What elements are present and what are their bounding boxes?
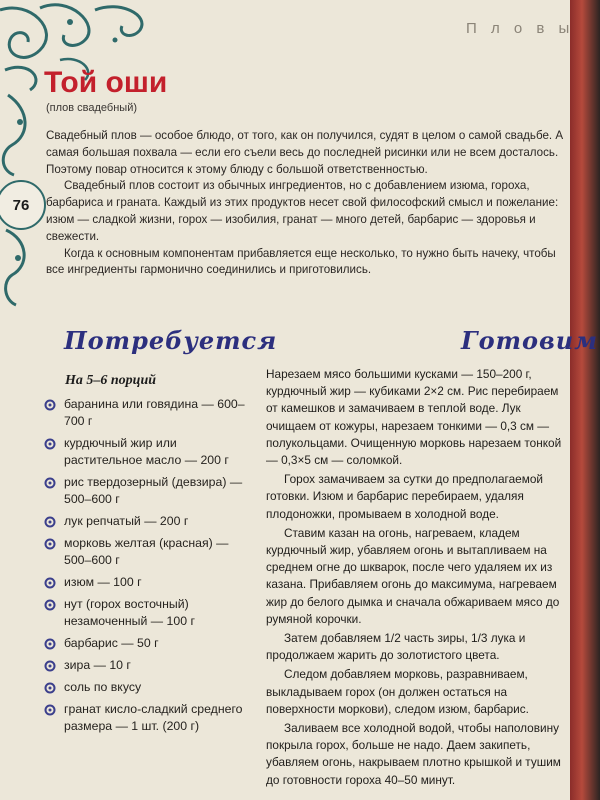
ingredient-item: [44, 679, 254, 696]
ingredient-text: соль по вкусу: [64, 680, 142, 694]
swirl-bullet-icon: [44, 577, 56, 589]
ingredient-item: [44, 596, 254, 630]
page-number: 76: [0, 180, 46, 230]
ingredient-text: нут (горох восточный) незамоченный — 100 г: [64, 597, 195, 628]
intro-paragraph: Свадебный плов — особое блюдо, от того, как он получился, судят в целом о самой свадьбе. А самая большая похвала — если его съели весь до последней рисинки или не всем досталось. Поэтому повар относится к этому блюду с большой ответственностью.: [46, 129, 564, 176]
method-paragraph: Заливаем все холодной водой, чтобы наполовину покрыла горох, больше не надо. Даем закипеть, убавляем огонь, накрываем плотно крышкой и тушим до готовности гороха 40–50 минут.: [266, 721, 561, 787]
ingredient-list: [44, 396, 254, 740]
intro-paragraph: Свадебный плов состоит из обычных ингредиентов, но с добавлением изюма, гороха, барбариса и граната. Каждый из этих продуктов несет свой философский смысл и пожелание: изюм — сладкой жизни, горох — изобилия, гранат — много детей, барбарис — здоровья и свежести.: [46, 179, 559, 243]
ingredient-item: [44, 701, 254, 735]
ingredient-text: морковь желтая (красная) — 500–600 г: [64, 536, 229, 567]
method-heading: Готовим: [461, 326, 599, 355]
recipe-subtitle: (плов свадебный): [46, 102, 138, 114]
ingredient-item: [44, 535, 254, 569]
ingredient-item: [44, 396, 254, 430]
ingredient-text: курдючный жир или растительное масло — 200 г: [64, 436, 229, 467]
ingredient-item: [44, 635, 254, 652]
swirl-bullet-icon: [44, 516, 56, 528]
servings: На 5–6 порций: [65, 373, 157, 388]
swirl-bullet-icon: [44, 682, 56, 694]
swirl-bullet-icon: [44, 599, 56, 611]
ingredient-text: баранина или говядина — 600–700 г: [64, 397, 245, 428]
ingredient-text: лук репчатый — 200 г: [64, 514, 189, 528]
ingredients-heading: Потребуется: [64, 326, 278, 355]
method-paragraph: Затем добавляем 1/2 часть зиры, 1/3 лука и продолжаем жарить до золотистого цвета.: [266, 631, 526, 663]
intro-text: [46, 128, 566, 279]
ingredient-item: [44, 513, 254, 530]
method-paragraph: Ставим казан на огонь, нагреваем, кладем курдючный жир, убавляем огонь и вытапливаем на среднем огне до шкварок, после чего удаляем их из казана. Прибавляем огонь до максимума, нагреваем жир до белого дымка и сначала обжариваем мясо до румяной корочки.: [266, 525, 560, 626]
swirl-bullet-icon: [44, 438, 56, 450]
ingredient-text: гранат кисло-сладкий среднего размера — 1 шт. (200 г): [64, 702, 243, 733]
ingredient-text: зира — 10 г: [64, 658, 131, 672]
swirl-bullet-icon: [44, 538, 56, 550]
ingredient-item: [44, 657, 254, 674]
page-fold: [570, 0, 600, 800]
method-paragraph: Следом добавляем морковь, разравниваем, выкладываем горох (он должен остаться на поверхности моркови), следом изюм, барбарис.: [266, 667, 529, 716]
method-paragraph: Горох замачиваем за сутки до предполагаемой готовки. Изюм и барбарис перебираем, удаляя плодоножки, промываем в холодной воде.: [266, 472, 543, 521]
side-ornament: [0, 0, 34, 330]
ingredient-text: изюм — 100 г: [64, 575, 142, 589]
ingredient-item: [44, 574, 254, 591]
swirl-bullet-icon: [44, 477, 56, 489]
ingredient-item: [44, 474, 254, 508]
ingredient-text: рис твердозерный (девзира) — 500–600 г: [64, 475, 243, 506]
ingredient-item: [44, 435, 254, 469]
method-paragraph: Нарезаем мясо большими кусками — 150–200 г, курдючный жир — кубиками 2×2 см. Рис перебираем от камешков и замачиваем в теплой воде. Лук очищаем от кожуры, нарезаем тонкими — 0,3 см — полукольцами. Очищенную морковь нарезаем тонкой — 0,3×5 см — соломкой.: [266, 367, 562, 468]
swirl-bullet-icon: [44, 660, 56, 672]
recipe-title: Той оши: [44, 66, 168, 99]
section-header: П л о в ы: [466, 20, 575, 37]
swirl-bullet-icon: [44, 638, 56, 650]
swirl-bullet-icon: [44, 399, 56, 411]
swirl-bullet-icon: [44, 704, 56, 716]
method-steps: [266, 366, 566, 791]
ingredient-text: барбарис — 50 г: [64, 636, 159, 650]
intro-paragraph: Когда к основным компонентам прибавляется еще несколько, то нужно быть начеку, чтобы все ингредиенты гармонично соединились и приготовились.: [46, 246, 556, 277]
